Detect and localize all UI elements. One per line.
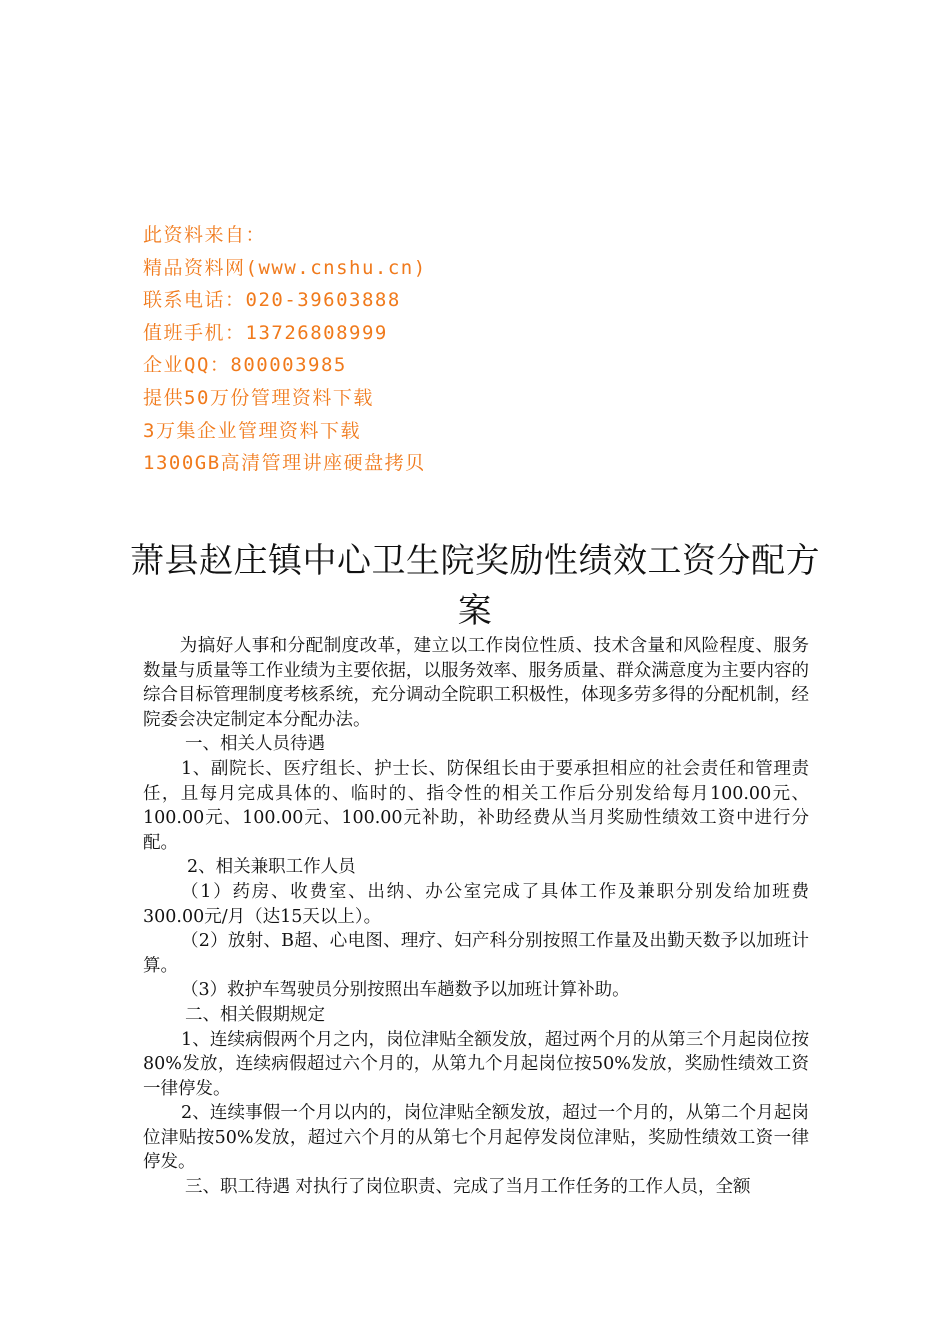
section-1-sub-item-2: （2）放射、B超、心电图、理疗、妇产科分别按照工作量及出勤天数予以加班计算。 <box>143 931 809 976</box>
section-2-heading: 二、相关假期规定 <box>185 1004 325 1025</box>
section-2-item-2: 2、连续事假一个月以内的，岗位津贴全额发放，超过一个月的，从第二个月起岗位津贴按50%发放，超过六个月的从第七个月起停发岗位津贴，奖励性绩效工资一律停发。 <box>143 1103 809 1173</box>
source-line-from: 此资料来自： <box>143 224 267 246</box>
source-line-phone: 联系电话：020-39603888 <box>143 289 401 312</box>
intro-paragraph: 为搞好人事和分配制度改革，建立以工作岗位性质、技术含量和风险程度、服务数量与质量等工作业绩为主要依据，以服务效率、服务质量、群众满意度为主要内容的综合目标管理制度考核系统，充分调动全院职工积极性，体现多劳多得的分配机制，经院委会决定制定本分配办法。 <box>143 636 809 730</box>
section-1-item-2: 2、相关兼职工作人员 <box>187 857 356 878</box>
section-1-sub-item-1: （1）药房、收费室、出纳、办公室完成了具体工作及兼职分别发给加班费300.00元/月（达15天以上）。 <box>143 881 809 927</box>
source-line-qq: 企业QQ：800003985 <box>143 354 347 377</box>
source-line-offer-1: 提供50万份管理资料下载 <box>143 386 374 409</box>
section-1-heading: 一、相关人员待遇 <box>185 734 325 755</box>
source-info-block <box>143 219 743 480</box>
section-1-item-1: 1、副院长、医疗组长、护士长、防保组长由于要承担相应的社会责任和管理责任，且每月完成具体的、临时的、指令性的相关工作后分别发给每月100.00元、100.00元、100.00元、100.00元补助，补助经费从当月奖励性绩效工资中进行分配。 <box>143 758 809 853</box>
document-body <box>143 634 809 1200</box>
source-line-offer-2: 3万集企业管理资料下载 <box>143 419 361 442</box>
source-line-offer-3: 1300GB高清管理讲座硬盘拷贝 <box>143 452 426 475</box>
source-line-website: 精品资料网(www.cnshu.cn) <box>143 256 427 279</box>
section-1-sub-item-3: （3）救护车驾驶员分别按照出车趟数予以加班计算补助。 <box>181 980 630 1001</box>
source-line-mobile: 值班手机：13726808999 <box>143 321 388 344</box>
section-3-text: 三、职工待遇 对执行了岗位职责、完成了当月工作任务的工作人员，全额 <box>185 1177 751 1198</box>
document-title: 萧县赵庄镇中心卫生院奖励性绩效工资分配方案 <box>130 541 820 631</box>
section-2-item-1: 1、连续病假两个月之内，岗位津贴全额发放，超过两个月的从第三个月起岗位按80%发放，连续病假超过六个月的，从第九个月起岗位按50%发放，奖励性绩效工资一律停发。 <box>143 1029 809 1099</box>
